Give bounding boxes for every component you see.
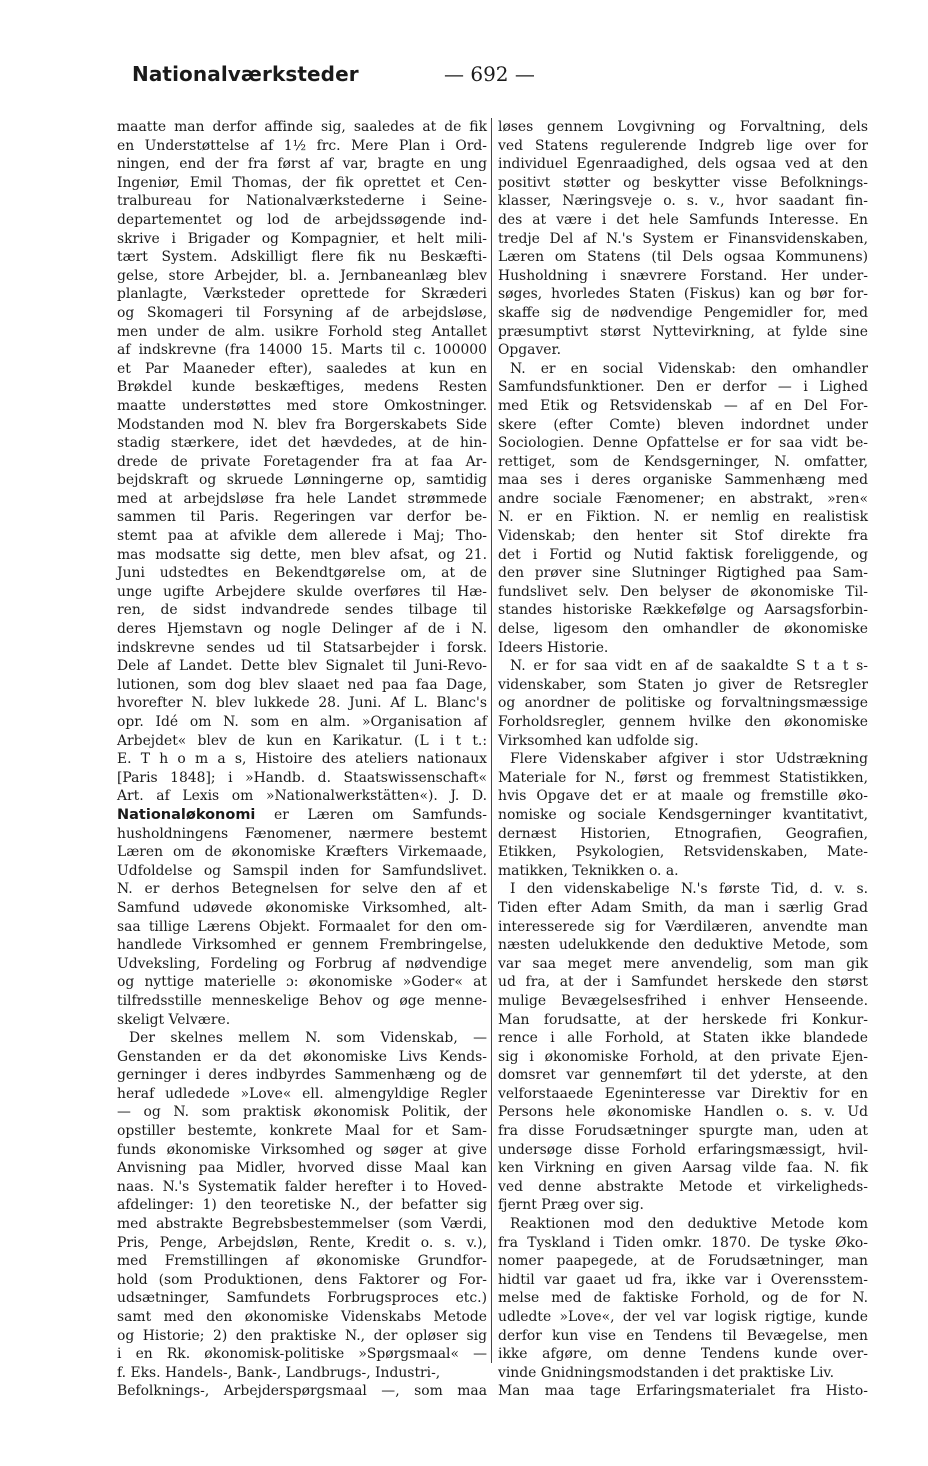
text-line: fjernt Præg over sig. [498,1197,644,1214]
text-line: Tiden efter Adam Smith, da man i særlig Grad [498,899,868,916]
text-line: drede de private Foretagender fra at faa Ar- [117,453,487,470]
text-line: deres Hjemstavn og nogle Delinger af de i N. [117,621,487,638]
text-line: Materiale for N., først og fremmest Statistikken, [498,769,868,786]
text-line: Nationaløkonomi er Læren om Samfunds- [117,806,487,823]
text-line: videnskaber, som Staten jo giver de Retsregler [498,676,868,693]
text-line: fra Tyskland i Tiden omkr. 1870. De tyske Øko- [498,1234,868,1251]
page-number: — 692 — [444,62,535,86]
text-line: opr. Idé om N. som en alm. »Organisation af [117,714,487,730]
text-line: sig i økonomiske Forhold, at den private Ejen- [498,1048,868,1065]
text-line: det i Fortid og Nutid faktisk foreliggende, og [498,546,868,563]
text-line: dernæst Historien, Etnografien, Geografien, [498,825,868,842]
text-line: heraf udledede »Love« ell. almengyldige Regler [117,1085,487,1102]
text-line: klasser, Næringsveje o. s. v., hvor saadant fin- [498,193,868,210]
text-line: funds økonomiske Virksomhed og søger at give [117,1141,487,1158]
text-line: Genstanden er da det økonomiske Livs Kends- [117,1048,487,1065]
text-line: søges, hvorledes Staten (Fiskus) kan og bør for- [498,286,868,303]
text-line: Husholdning i snævrere Forstand. Her under- [498,267,868,284]
text-line: N. er derhos Betegnelsen for selve den af et [117,881,487,898]
text-line: var saa meget mere anvendelig, som man gik [498,955,868,972]
text-line: indskrevne sendes ud til Statsarbejder i forsk. [117,639,487,656]
text-line: Ingeniør, Emil Thomas, der fik oprettet et Cen- [117,174,487,191]
headword: Nationaløkonomi [117,806,256,823]
text-line: Juni udstedtes en Bekendtgørelse om, at de [117,565,487,582]
text-line: Sociologien. Denne Opfattelse er for saa vidt be- [498,435,868,452]
text-line: gelse, store Arbejder, bl. a. Jernbaneanlæg blev [117,267,487,284]
text-line: Flere Videnskaber afgiver i stor Udstrækning [510,751,868,768]
text-line: E. T h o m a s, Histoire des ateliers nationaux [117,751,487,768]
text-line: skere (efter Comte) bleven indordnet under [498,416,868,433]
text-line: tredje Del af N.'s System er Finansvidenskaben, [498,230,868,247]
text-line: fundslivet selv. Den belyser de økonomiske Til- [498,583,868,600]
text-line: Opgaver. [498,342,562,359]
text-line: unge ugifte Arbejdere skulde overføres til Hæ- [117,583,487,600]
text-line: Dele af Landet. Dette blev Signalet til Juni-Revo- [117,658,487,675]
text-line: Der skelnes mellem N. som Videnskab, — [129,1030,487,1047]
text-line: med abstrakte Begrebsbestemmelser (som Værdi, [117,1216,487,1233]
text-line: departementet og lod de arbejdssøgende ind- [117,211,487,228]
text-line: ren, de sidst indvandrede sendes tilbage til [117,602,487,619]
text-line: mulige Bevægelsesfrihed i enhver Henseende. [498,992,868,1009]
text-line: Modstanden mod N. blev fra Borgerskabets Side [117,416,487,433]
text-line: stadig stærkere, idet det hævdedes, at de hin- [117,435,487,452]
text-line: vinde Gnidningsmodstanden i det praktiske Liv. [498,1364,835,1381]
text-line: positivt støtter og beskytter visse Befolknings- [498,174,868,191]
text-line: med Etik og Retsvidenskab — af en Del For- [498,397,868,414]
text-line: rence i alle Forhold, at Staten ikke blandede [498,1030,868,1047]
text-line: Pris, Penge, Arbejdsløn, Rente, Kredit o. s. v.), [117,1234,487,1251]
text-line: men under de alm. usikre Forhold steg Antallet [117,323,487,340]
text-line: Forholdsregler, gennem hvilke den økonomiske [498,714,868,730]
text-line: en Understøttelse af 1½ frc. Mere Plan i Ord- [117,137,487,154]
text-line: bejdskraft og skruede Lønningerne op, samtidig [117,472,487,489]
text-line: ken Virkning en given Aarsag vilde faa. N. fik [498,1160,868,1177]
text-line: skeligt Velvære. [117,1011,231,1028]
text-line: maatte understøttes med store Omkostninger. [117,397,487,414]
text-line: Anvisning paa Midler, hvorved disse Maal kan [117,1160,487,1177]
text-line: f. Eks. Handels-, Bank-, Landbrugs-, Industri-, [117,1364,441,1381]
text-line: Man maa tage Erfaringsmaterialet fra Histo- [498,1383,868,1400]
text-line: Man forudsatte, at der herskede fri Konkur- [498,1011,868,1028]
text-line: rettiget, som de Kendsgerninger, N. omfatter, [498,453,868,470]
text-line: matikken, Teknikken o. a. [498,862,679,879]
text-line: hvis Opgave det er at maale og fremstille øko- [498,788,868,805]
text-line: med at arbejdsløse fra hele Landet strømmede [117,490,487,507]
text-line: planlagte, Værksteder oprettede for Skræderi [117,286,487,303]
text-line: samt med den økonomiske Videnskabs Metode [117,1309,487,1325]
text-line: I den videnskabelige N.'s første Tid, d. v. s. [510,881,868,898]
text-line: opstiller bestemte, konkrete Maal for et Sam- [117,1123,487,1140]
text-line: ved Statens regulerende Indgreb lige over for [498,137,868,154]
text-line: Arbejdet« blev de kun en Karikatur. (L i t t.: [117,732,487,749]
text-line: N. er for saa vidt en af de saakaldte S t a t s- [510,658,868,675]
text-line: melse med de faktiske Forhold, og de for N. [498,1290,868,1307]
text-line: Læren om Statens (til Dels ogsaa Kommunens) [498,249,868,266]
text-line: Etikken, Psykologien, Retsvidenskaben, Mate- [498,844,868,861]
text-line: andre sociale Fænomener; en abstrakt, »ren« [498,490,868,507]
text-line: maatte man derfor affinde sig, saaledes at de fik [117,119,487,135]
text-line: gerninger i deres indbyrdes Sammenhæng og de [117,1067,487,1084]
text-line: løses gennem Lovgivning og Forvaltning, dels [498,119,868,135]
text-line: N. er en social Videnskab: den omhandler [510,360,868,377]
left-column [117,118,487,1401]
text-line: Persons hele økonomiske Handlen o. s. v. Ud [498,1104,868,1121]
text-line: — og N. som praktisk økonomisk Politik, der [117,1104,487,1121]
text-line: skaffe sig de nødvendige Pengemidler for, med [498,304,868,321]
text-line: derfor kun vise en Tendens til Bevægelse, men [498,1327,868,1344]
text-line: af indskrevne (fra 14000 15. Marts til c. 100000 [117,342,487,359]
text-line: hidtil var gaaet ud fra, ikke var i Overensstem- [498,1271,868,1288]
text-line: husholdningens Fænomener, nærmere bestemt [117,825,487,842]
running-header [132,62,832,92]
text-line: nomiske og sociale Kendsgerninger kvantitativt, [498,806,868,823]
text-line: lutionen, som dog blev slaaet ned paa faa Dage, [117,676,487,693]
text-line: Virksomhed kan udfolde sig. [498,732,699,749]
text-line: tært System. Adskilligt flere fik nu Beskæfti- [117,249,487,266]
text-line: i en Rk. økonomisk-politiske »Spørgsmaal« — [117,1346,487,1363]
text-line: maa ses i deres organiske Sammenhæng med [498,472,868,489]
text-line: Samfund udøvede økonomiske Virksomhed, alt- [117,899,487,916]
text-line: individuel Egenraadighed, dels ogsaa ved at den [498,156,868,173]
text-line: nomer paapegede, at de Forudsætninger, man [498,1253,868,1270]
text-line: skrive i Brigader og Kompagnier, et helt mili- [117,230,487,247]
text-line: Brøkdel kunde beskæftiges, medens Resten [117,379,487,396]
text-line: Udfoldelse og Samspil inden for Samfundslivet. [117,862,487,879]
text-line: hvorefter N. blev lukkede 28. Juni. Af L. Blanc's [117,695,487,712]
text-line: Videnskab; den henter sit Stof direkte fra [498,528,868,545]
text-line: handlede Virksomhed er gennem Frembringelse, [117,937,487,954]
text-line: domsret var gennemført til det yderste, at den [498,1067,868,1084]
text-line: Ideers Historie. [498,639,609,656]
text-line: udledte »Love«, der vel var logisk rigtige, kunde [498,1309,868,1325]
text-line: N. er en Fiktion. N. er nemlig en realistisk [498,509,868,526]
text-line: med Fremstillingen af økonomiske Grundfor- [117,1253,487,1270]
text-line: naas. N.'s Systematik falder herefter i to Hoved- [117,1178,487,1195]
text-line: ningen, end der fra først af var, bragte en ung [117,156,487,173]
text-line: Samfundsfunktioner. Den er derfor — i Lighed [498,379,868,396]
text-line: des at være i det hele Samfunds Interesse. En [498,211,868,228]
text-line: standes historiske Rækkefølge og Aarsagsforbin- [498,602,868,619]
text-line: Udveksling, Fordeling og Forbrug af nødvendige [117,955,487,972]
text-line: saa tillige Lærens Objekt. Formaalet for den om- [117,918,487,935]
text-line: Befolknings-, Arbejderspørgsmaal —, som maa [117,1383,487,1400]
text-line: og anordner de politiske og forvaltningsmæssige [498,695,868,712]
text-line: undersøge disse Forhold erfaringsmæssigt, hvil- [498,1141,868,1158]
text-line: udsætninger, Samfundets Forbrugsproces etc.) [117,1290,487,1307]
text-line: Reaktionen mod den deduktive Metode kom [510,1216,868,1233]
column-divider [491,118,492,1363]
text-line: og Skomageri til Forsyning af de arbejdsløse, [117,304,487,321]
text-line: Art. af Lexis om »Nationalwerkstätten«). J. D. [117,788,487,805]
text-line: velforstaaede Egeninteresse var Direktiv for en [498,1085,868,1102]
text-line: interesserede sig for Værdilæren, anvendte man [498,918,868,935]
text-line: stemt paa at afvikle dem allerede i Maj; Tho- [117,528,487,545]
text-line: delse, ligesom den omhandler de økonomiske [498,621,868,638]
text-line: afdelinger: 1) den teoretiske N., der befatter sig [117,1197,487,1214]
text-line: mas modsatte sig dette, men blev afsat, og 21. [117,546,487,563]
text-line: et Par Maaneder efter), saaledes at kun en [117,360,487,377]
text-line: ikke afgøre, om denne Tendens kunde over- [498,1346,868,1363]
header-title: Nationalværksteder [132,62,359,86]
text-line: og Historie; 2) den praktiske N., der opløser sig [117,1327,487,1344]
text-line: tilfredsstille menneskelige Behov og øge menne- [117,992,487,1009]
text-line: ud fra, at der i Samfundet herskede den størst [498,974,868,991]
right-column [498,118,868,1401]
text-line: Læren om de økonomiske Kræfters Virkemaade, [117,844,487,861]
text-line: sammen til Paris. Regeringen var derfor be- [117,509,487,526]
text-line: fra disse Forudsætninger spurgte man, uden at [498,1123,868,1140]
text-line: og nyttige materielle ɔ: økonomiske »Goder« at [117,974,487,991]
text-line: hold (som Produktionen, dens Faktorer og For- [117,1271,487,1288]
text-line: tralbureau for Nationalværkstederne i Seine- [117,193,487,210]
text-line: præsumptivt størst Nyttevirkning, at fylde sine [498,323,868,340]
text-line: den prøver sine Slutninger Rigtighed paa Sam- [498,565,868,582]
text-line: [Paris 1848]; i »Handb. d. Staatswissenschaft« [117,769,487,786]
text-line: næsten udelukkende den deduktive Metode, som [498,937,868,954]
text-line: ved denne abstrakte Metode et virkeligheds- [498,1178,868,1195]
